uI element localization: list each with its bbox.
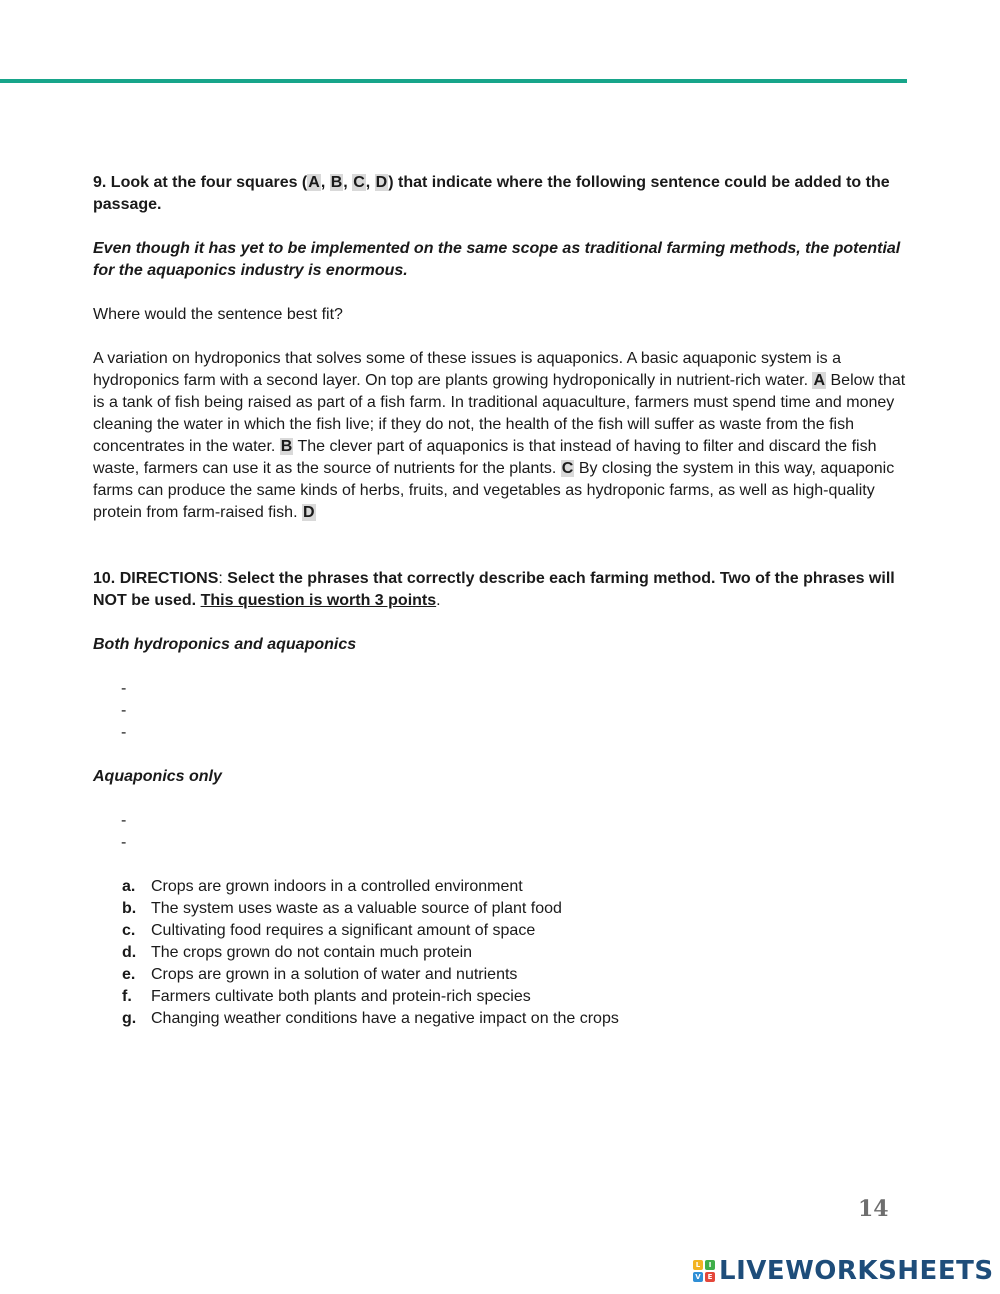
points-note: This question is worth 3 points [200,592,437,609]
marker-c: C [353,174,365,191]
q9-prompt: 9. Look at the four squares (A, B, C, D) that indicate where the following sentence could be added to the passage. [93,174,890,213]
option-item[interactable]: c. Cultivating food requires a significant amount of space [122,922,536,939]
q9-question: Where would the sentence best fit? [93,306,343,323]
q9-insert-sentence: Even though it has yet to be implemented on the same scope as traditional farming methods, the potential for the aquaponics industry is enormous. [93,240,901,279]
option-item[interactable]: f. Farmers cultivate both plants and protein-rich species [122,988,531,1005]
logo-squares-icon [693,1260,715,1282]
q9-passage: A variation on hydroponics that solves some of these issues is aquaponics. A basic aquaponic system is a hydroponics farm with a second layer. On top are plants growing hydroponically in nutrient-rich water. A Below that is a tank of fish being raised as part of a fish farm. In traditional aquaculture, farmers must spend time and money cleaning the water in which the fish live; if they do not, the health of the fish will suffer as waste from the fish concentrates in the water. B The clever part of aquaponics is that instead of having to filter and discard the fish waste, farmers can use it as the source of nutrients for the plants. C By closing the system in this way, aquaponic farms can produce the same kinds of herbs, fruits, and vegetables as hydroponic farms, as well as high-quality protein from farm-raised fish. D [93,350,906,521]
logo-square: E [705,1272,715,1282]
page-number: 14 [858,1196,889,1222]
brand-name: LIVEWORKSHEETS [719,1256,994,1286]
passage-marker-d[interactable]: D [302,504,315,521]
marker-a: A [308,174,320,191]
option-list [93,876,908,1030]
group-aquaponics-slots [93,810,908,854]
answer-slot[interactable]: - [121,724,127,741]
option-item[interactable]: g. Changing weather conditions have a negative impact on the crops [122,1010,619,1027]
answer-slot[interactable]: - [121,812,127,829]
marker-d: D [375,174,388,191]
answer-slot[interactable]: - [121,702,127,719]
option-item[interactable]: b. The system uses waste as a valuable source of plant food [122,900,562,917]
q10-directions: 10. DIRECTIONS: Select the phrases that correctly describe each farming method. Two of the phrases will NOT be used. This question is worth 3 points. [93,570,895,609]
option-item[interactable]: e. Crops are grown in a solution of water and nutrients [122,966,518,983]
group-both-slots [93,678,908,744]
logo-square: V [693,1272,703,1282]
passage-marker-a[interactable]: A [813,372,826,389]
logo-square: I [705,1260,715,1270]
marker-b: B [330,174,343,191]
option-item[interactable]: d. The crops grown do not contain much protein [122,944,473,961]
answer-slot[interactable]: - [121,834,127,851]
top-accent-rule [0,79,907,83]
passage-marker-c[interactable]: C [561,460,574,477]
answer-slot[interactable]: - [121,680,127,697]
worksheet-content [93,172,908,1030]
logo-square: L [693,1260,703,1270]
liveworksheets-logo [693,1256,994,1286]
group-both-label: Both hydroponics and aquaponics [93,636,357,653]
option-item[interactable]: a. Crops are grown indoors in a controlled environment [122,878,523,895]
passage-marker-b[interactable]: B [280,438,293,455]
group-aquaponics-label: Aquaponics only [93,768,222,785]
